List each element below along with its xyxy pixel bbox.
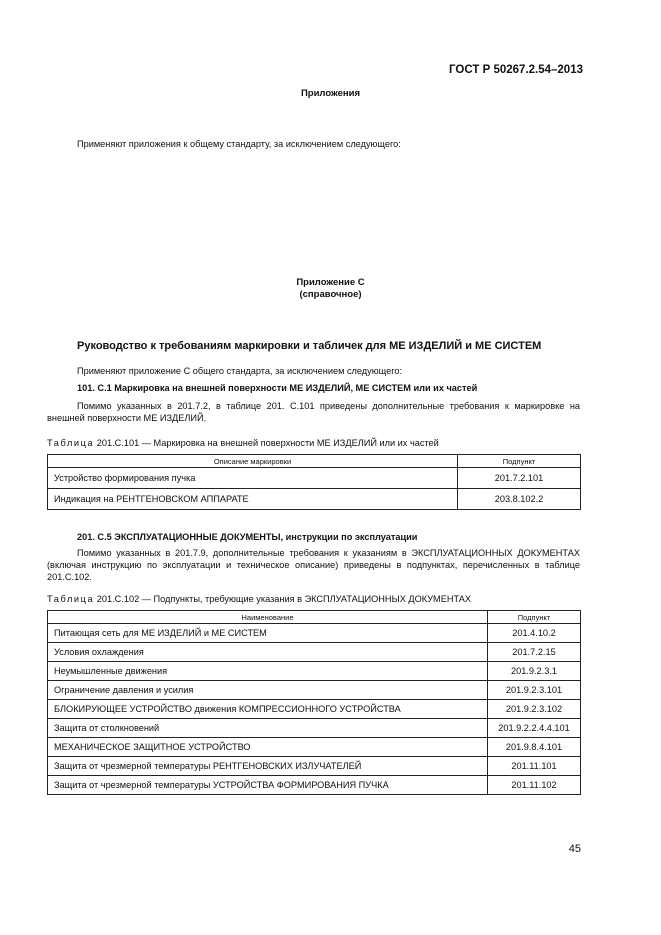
table-cell: Индикация на РЕНТГЕНОВСКОМ АППАРАТЕ (48, 489, 458, 510)
table-cell: Ограничение давления и усилия (48, 681, 488, 700)
page-number: 45 (568, 843, 581, 855)
table-1-caption-word: Таблица (47, 438, 95, 448)
table-2-caption-text: 201.С.102 — Подпункты, требующие указания в ЭКСПЛУАТАЦИОННЫХ ДОКУМЕНТАХ (94, 594, 472, 604)
clause-201-text: Помимо указанных в 201.7.9, дополнительные требования к указаниям в ЭКСПЛУАТАЦИОННЫХ ДОКУМЕНТАХ (включая инструкцию по эксплуатации и техническое описание) приведены в подпунктах, перечисленных в таблице 201.С.102. (47, 548, 580, 582)
table-cell: 201.9.8.4.101 (488, 738, 581, 757)
table-row (48, 468, 581, 489)
table-2-caption (47, 593, 471, 605)
annex-apply-text: Применяют приложение С общего стандарта, за исключением следующего: (77, 366, 403, 376)
table-cell: Питающая сеть для МЕ ИЗДЕЛИЙ и МЕ СИСТЕМ (48, 624, 488, 643)
table-cell: 203.8.102.2 (458, 489, 581, 510)
table-row (48, 662, 581, 681)
table-cell: Защита от столкновений (48, 719, 488, 738)
column-header: Подпункт (488, 611, 581, 624)
annex-title: Приложение С (296, 277, 365, 288)
table-cell: БЛОКИРУЮЩЕЕ УСТРОЙСТВО движения КОМПРЕССИОННОГО УСТРОЙСТВА (48, 700, 488, 719)
clause-201-heading: 201. С.5 ЭКСПЛУАТАЦИОННЫЕ ДОКУМЕНТЫ, инструкции по эксплуатации (77, 532, 418, 542)
table-cell: Неумышленные движения (48, 662, 488, 681)
table-cell: МЕХАНИЧЕСКОЕ ЗАЩИТНОЕ УСТРОЙСТВО (48, 738, 488, 757)
table-cell: Условия охлаждения (48, 643, 488, 662)
table-cell: 201.11.102 (488, 776, 581, 795)
table-row (48, 738, 581, 757)
annex-title-block (0, 277, 661, 301)
annex-heading: Руководство к требованиям маркировки и табличек для МЕ ИЗДЕЛИЙ и МЕ СИСТЕМ (77, 340, 542, 352)
table-1-caption-text: 201.С.101 — Маркировка на внешней поверхности МЕ ИЗДЕЛИЙ или их частей (94, 438, 439, 448)
table-header-row (48, 611, 581, 624)
table-row (48, 757, 581, 776)
table-cell: Защита от чрезмерной температуры РЕНТГЕНОВСКИХ ИЗЛУЧАТЕЛЕЙ (48, 757, 488, 776)
document-code: ГОСТ Р 50267.2.54–2013 (449, 64, 583, 76)
clause-101-heading: 101. С.1 Маркировка на внешней поверхности МЕ ИЗДЕЛИЙ, МЕ СИСТЕМ или их частей (77, 383, 478, 393)
section-intro: Применяют приложения к общему стандарту, за исключением следующего: (77, 139, 401, 149)
table-cell: 201.9.2.3.101 (488, 681, 581, 700)
table-2-caption-word: Таблица (47, 594, 95, 604)
table-cell: Защита от чрезмерной температуры УСТРОЙСТВА ФОРМИРОВАНИЯ ПУЧКА (48, 776, 488, 795)
table-header-row (48, 455, 581, 468)
table-cell: 201.4.10.2 (488, 624, 581, 643)
column-header: Подпункт (458, 455, 581, 468)
table-row (48, 719, 581, 738)
column-header: Описание маркировки (48, 455, 458, 468)
section-title: Приложения (300, 88, 361, 99)
table-1-caption (47, 437, 439, 449)
table-cell: 201.11.101 (488, 757, 581, 776)
table-row (48, 700, 581, 719)
table-documents (47, 610, 581, 795)
table-row (48, 489, 581, 510)
column-header: Наименование (48, 611, 488, 624)
table-cell: 201.9.2.3.102 (488, 700, 581, 719)
table-cell: Устройство формирования пучка (48, 468, 458, 489)
table-row (48, 624, 581, 643)
table-cell: 201.7.2.101 (458, 468, 581, 489)
table-cell: 201.9.2.2.4.4.101 (488, 719, 581, 738)
table-row (48, 776, 581, 795)
table-row (48, 681, 581, 700)
clause-101-text: Помимо указанных в 201.7.2, в таблице 201. С.101 приведены дополнительные требования к маркировке на внешней поверхности МЕ ИЗДЕЛИЙ. (47, 401, 580, 423)
annex-subtitle: (справочное) (299, 289, 362, 300)
table-marking (47, 454, 581, 510)
table-row (48, 643, 581, 662)
table-cell: 201.9.2.3.1 (488, 662, 581, 681)
table-cell: 201.7.2.15 (488, 643, 581, 662)
